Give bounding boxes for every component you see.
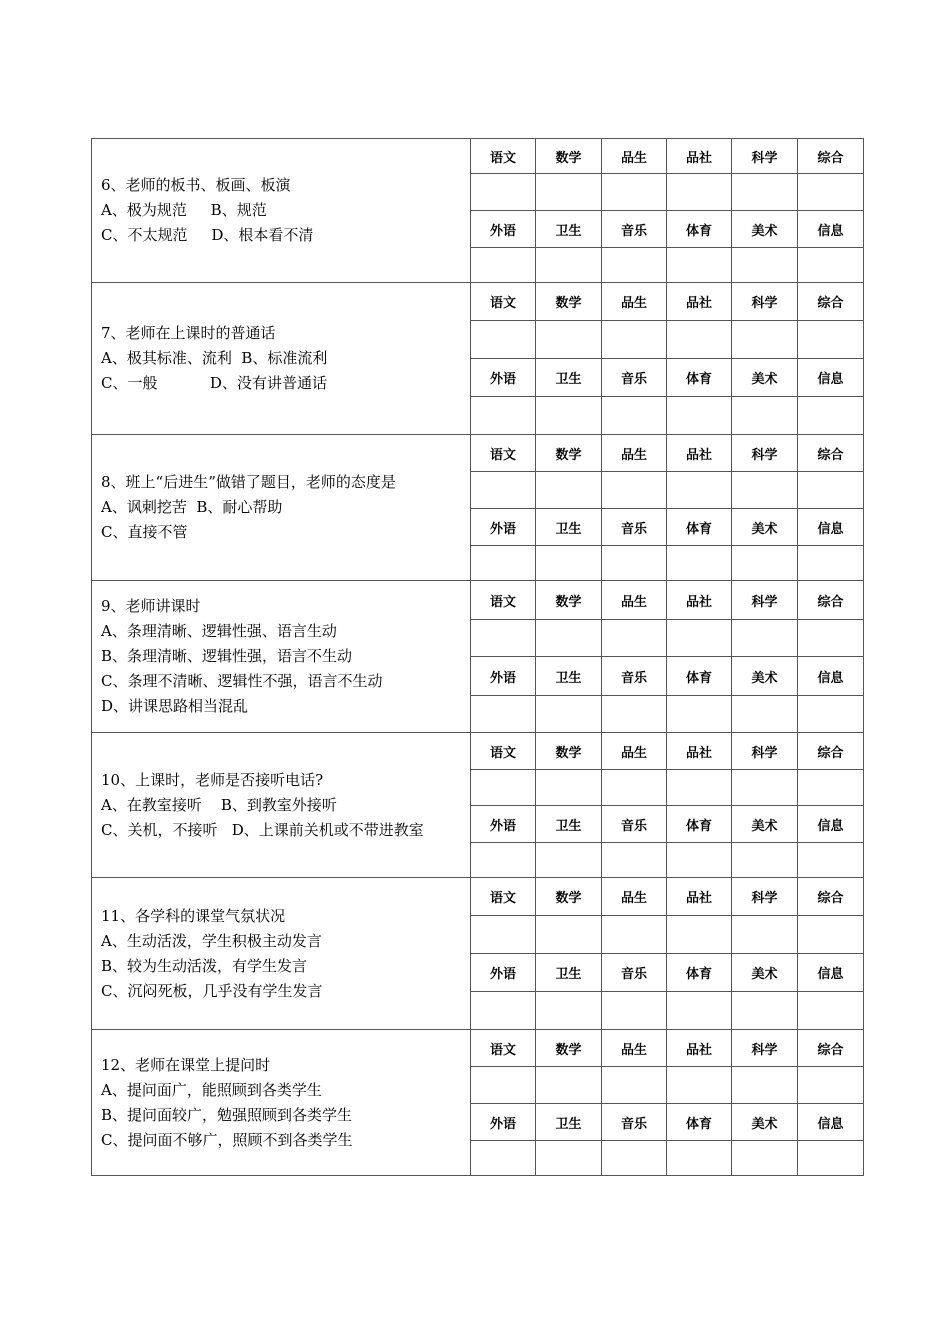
- subject-header: 数学: [536, 435, 602, 472]
- subject-header: 体育: [667, 954, 732, 992]
- subject-header: 卫生: [536, 211, 602, 248]
- answer-cell[interactable]: [602, 248, 667, 283]
- subject-header: 信息: [798, 211, 864, 248]
- subject-header: 音乐: [602, 657, 667, 696]
- question-option: A、条理清晰、逻辑性强、语言生动: [101, 622, 337, 640]
- table-row: [92, 733, 864, 770]
- subject-header: 外语: [471, 1104, 536, 1141]
- question-option: D、讲课思路相当混乱: [101, 697, 249, 715]
- subject-header: 品社: [667, 581, 732, 620]
- subject-header: 综合: [798, 878, 864, 916]
- question-title: 12、老师在课堂上提问时: [101, 1055, 271, 1074]
- answer-cell[interactable]: [536, 620, 602, 657]
- subject-header: 品生: [602, 283, 667, 321]
- answer-cell[interactable]: [536, 1067, 602, 1104]
- answer-cell[interactable]: [602, 174, 667, 211]
- answer-cell[interactable]: [536, 916, 602, 954]
- subject-header: 信息: [798, 657, 864, 696]
- answer-cell[interactable]: [536, 174, 602, 211]
- answer-cell[interactable]: [602, 916, 667, 954]
- answer-cell[interactable]: [798, 992, 864, 1030]
- answer-cell[interactable]: [471, 248, 536, 283]
- answer-cell[interactable]: [602, 620, 667, 657]
- subject-header: 卫生: [536, 1104, 602, 1141]
- subject-header: 卫生: [536, 509, 602, 546]
- question-title: 10、上课时，老师是否接听电话?: [101, 770, 324, 789]
- subject-header: 数学: [536, 283, 602, 321]
- answer-cell[interactable]: [471, 696, 536, 733]
- question-title: 8、班上“后进生”做错了题目，老师的态度是: [101, 473, 396, 491]
- subject-header: 美术: [732, 954, 798, 992]
- answer-cell[interactable]: [667, 1141, 732, 1176]
- answer-cell[interactable]: [798, 620, 864, 657]
- question-cell: [92, 1030, 471, 1176]
- answer-cell[interactable]: [536, 696, 602, 733]
- table-row: [92, 283, 864, 321]
- question-option: C、直接不管: [101, 523, 188, 541]
- subject-header: 体育: [667, 509, 732, 546]
- subject-header: 外语: [471, 359, 536, 397]
- question-title: 7、老师在上课时的普通话: [101, 324, 276, 342]
- subject-header: 品社: [667, 139, 732, 174]
- subject-header: 综合: [798, 1030, 864, 1067]
- subject-header: 外语: [471, 954, 536, 992]
- answer-cell[interactable]: [667, 992, 732, 1030]
- subject-header: 综合: [798, 581, 864, 620]
- answer-cell[interactable]: [536, 843, 602, 878]
- answer-cell[interactable]: [471, 1141, 536, 1176]
- subject-header: 综合: [798, 733, 864, 770]
- subject-header: 外语: [471, 806, 536, 843]
- question-option: B、较为生动活泼，有学生发言: [101, 956, 308, 975]
- subject-header: 语文: [471, 878, 536, 916]
- answer-cell[interactable]: [602, 770, 667, 806]
- subject-header: 体育: [667, 806, 732, 843]
- answer-cell[interactable]: [471, 770, 536, 806]
- question-title: 9、老师讲课时: [101, 597, 201, 615]
- answer-cell[interactable]: [602, 1067, 667, 1104]
- answer-cell[interactable]: [471, 397, 536, 435]
- subject-header: 美术: [732, 1104, 798, 1141]
- subject-header: 品生: [602, 733, 667, 770]
- subject-header: 品生: [602, 581, 667, 620]
- subject-header: 语文: [471, 283, 536, 321]
- survey-table: [91, 138, 864, 1176]
- answer-cell[interactable]: [471, 472, 536, 509]
- answer-cell[interactable]: [732, 1067, 798, 1104]
- answer-cell[interactable]: [536, 248, 602, 283]
- table-row: [92, 878, 864, 916]
- answer-cell[interactable]: [798, 916, 864, 954]
- subject-header: 美术: [732, 359, 798, 397]
- question-option: B、条理清晰、逻辑性强，语言不生动: [101, 647, 353, 665]
- subject-header: 品生: [602, 139, 667, 174]
- question-option: A、在教室接听 B、到教室外接听: [101, 795, 337, 814]
- subject-header: 品社: [667, 435, 732, 472]
- subject-header: 体育: [667, 359, 732, 397]
- subject-header: 语文: [471, 139, 536, 174]
- subject-header: 科学: [732, 139, 798, 174]
- answer-cell[interactable]: [471, 916, 536, 954]
- subject-header: 综合: [798, 435, 864, 472]
- subject-header: 音乐: [602, 806, 667, 843]
- answer-cell[interactable]: [667, 620, 732, 657]
- subject-header: 科学: [732, 733, 798, 770]
- subject-header: 音乐: [602, 954, 667, 992]
- answer-cell[interactable]: [536, 770, 602, 806]
- question-cell: [92, 435, 471, 581]
- subject-header: 语文: [471, 435, 536, 472]
- answer-cell[interactable]: [602, 321, 667, 359]
- subject-header: 数学: [536, 1030, 602, 1067]
- answer-cell[interactable]: [798, 696, 864, 733]
- subject-header: 体育: [667, 211, 732, 248]
- subject-header: 数学: [536, 878, 602, 916]
- answer-cell[interactable]: [471, 546, 536, 581]
- answer-cell[interactable]: [798, 248, 864, 283]
- answer-cell[interactable]: [536, 1141, 602, 1176]
- subject-header: 科学: [732, 878, 798, 916]
- question-cell: [92, 139, 471, 283]
- subject-header: 体育: [667, 657, 732, 696]
- subject-header: 数学: [536, 139, 602, 174]
- answer-cell[interactable]: [732, 397, 798, 435]
- subject-header: 信息: [798, 1104, 864, 1141]
- subject-header: 品社: [667, 878, 732, 916]
- subject-header: 品社: [667, 1030, 732, 1067]
- answer-cell[interactable]: [471, 321, 536, 359]
- subject-header: 美术: [732, 806, 798, 843]
- answer-cell[interactable]: [602, 546, 667, 581]
- answer-cell[interactable]: [602, 397, 667, 435]
- subject-header: 外语: [471, 657, 536, 696]
- answer-cell[interactable]: [667, 770, 732, 806]
- table-row: [92, 139, 864, 174]
- answer-cell[interactable]: [667, 1067, 732, 1104]
- answer-cell[interactable]: [798, 174, 864, 211]
- answer-cell[interactable]: [667, 546, 732, 581]
- answer-cell[interactable]: [471, 174, 536, 211]
- answer-cell[interactable]: [536, 546, 602, 581]
- answer-cell[interactable]: [667, 843, 732, 878]
- answer-cell[interactable]: [732, 1141, 798, 1176]
- answer-cell[interactable]: [471, 620, 536, 657]
- question-cell: [92, 878, 471, 1030]
- survey-body: [92, 139, 864, 1176]
- subject-header: 外语: [471, 211, 536, 248]
- answer-cell[interactable]: [732, 696, 798, 733]
- subject-header: 音乐: [602, 359, 667, 397]
- subject-header: 信息: [798, 359, 864, 397]
- answer-cell[interactable]: [732, 916, 798, 954]
- answer-cell[interactable]: [732, 546, 798, 581]
- answer-cell[interactable]: [471, 992, 536, 1030]
- answer-cell[interactable]: [667, 696, 732, 733]
- question-cell: [92, 581, 471, 733]
- answer-cell[interactable]: [798, 843, 864, 878]
- subject-header: 卫生: [536, 657, 602, 696]
- subject-header: 数学: [536, 581, 602, 620]
- table-row: [92, 581, 864, 620]
- subject-header: 综合: [798, 283, 864, 321]
- answer-cell[interactable]: [667, 248, 732, 283]
- subject-header: 卫生: [536, 954, 602, 992]
- answer-cell[interactable]: [536, 321, 602, 359]
- question-option: A、生动活泼，学生积极主动发言: [101, 931, 322, 950]
- answer-cell[interactable]: [536, 992, 602, 1030]
- question-option: A、极为规范 B、规范: [101, 201, 267, 219]
- question-option: C、不太规范 D、根本看不清: [101, 226, 314, 244]
- subject-header: 语文: [471, 733, 536, 770]
- answer-cell[interactable]: [602, 1141, 667, 1176]
- answer-cell[interactable]: [602, 472, 667, 509]
- answer-cell[interactable]: [732, 992, 798, 1030]
- subject-header: 科学: [732, 435, 798, 472]
- subject-header: 外语: [471, 509, 536, 546]
- subject-header: 科学: [732, 283, 798, 321]
- subject-header: 信息: [798, 806, 864, 843]
- answer-cell[interactable]: [667, 472, 732, 509]
- subject-header: 音乐: [602, 1104, 667, 1141]
- subject-header: 卫生: [536, 359, 602, 397]
- answer-cell[interactable]: [602, 696, 667, 733]
- subject-header: 信息: [798, 954, 864, 992]
- answer-cell[interactable]: [471, 843, 536, 878]
- subject-header: 卫生: [536, 806, 602, 843]
- answer-cell[interactable]: [798, 1141, 864, 1176]
- subject-header: 音乐: [602, 509, 667, 546]
- question-option: C、沉闷死板，几乎没有学生发言: [101, 981, 323, 1000]
- subject-header: 语文: [471, 581, 536, 620]
- answer-cell[interactable]: [798, 1067, 864, 1104]
- question-option: C、一般 D、没有讲普通话: [101, 374, 327, 392]
- answer-cell[interactable]: [602, 843, 667, 878]
- answer-cell[interactable]: [667, 321, 732, 359]
- answer-cell[interactable]: [667, 174, 732, 211]
- question-option: B、提问面较广，勉强照顾到各类学生: [101, 1105, 353, 1124]
- subject-header: 音乐: [602, 211, 667, 248]
- answer-cell[interactable]: [732, 843, 798, 878]
- subject-header: 美术: [732, 657, 798, 696]
- question-title: 6、老师的板书、板画、板演: [101, 176, 291, 194]
- subject-header: 综合: [798, 139, 864, 174]
- answer-cell[interactable]: [798, 397, 864, 435]
- answer-cell[interactable]: [798, 472, 864, 509]
- answer-cell[interactable]: [667, 916, 732, 954]
- question-cell: [92, 733, 471, 878]
- subject-header: 美术: [732, 509, 798, 546]
- answer-cell[interactable]: [536, 397, 602, 435]
- subject-header: 美术: [732, 211, 798, 248]
- answer-cell[interactable]: [732, 321, 798, 359]
- question-option: C、条理不清晰、逻辑性不强，语言不生动: [101, 672, 383, 690]
- question-option: A、提问面广，能照顾到各类学生: [101, 1080, 322, 1099]
- answer-cell[interactable]: [798, 546, 864, 581]
- subject-header: 品生: [602, 435, 667, 472]
- answer-cell[interactable]: [732, 248, 798, 283]
- subject-header: 品生: [602, 878, 667, 916]
- answer-cell[interactable]: [798, 321, 864, 359]
- subject-header: 科学: [732, 581, 798, 620]
- answer-cell[interactable]: [536, 472, 602, 509]
- answer-cell[interactable]: [732, 620, 798, 657]
- answer-cell[interactable]: [798, 770, 864, 806]
- table-row: [92, 435, 864, 472]
- subject-header: 信息: [798, 509, 864, 546]
- answer-cell[interactable]: [732, 770, 798, 806]
- question-option: A、讽刺挖苦 B、耐心帮助: [101, 498, 283, 516]
- question-title: 11、各学科的课堂气氛状况: [101, 906, 286, 925]
- table-row: [92, 1030, 864, 1067]
- answer-cell[interactable]: [667, 397, 732, 435]
- subject-header: 品社: [667, 283, 732, 321]
- subject-header: 品生: [602, 1030, 667, 1067]
- answer-cell[interactable]: [732, 174, 798, 211]
- question-cell: [92, 283, 471, 435]
- question-option: C、关机，不接听 D、上课前关机或不带进教室: [101, 820, 424, 839]
- subject-header: 体育: [667, 1104, 732, 1141]
- answer-cell[interactable]: [602, 992, 667, 1030]
- question-option: C、提问面不够广，照顾不到各类学生: [101, 1130, 353, 1149]
- subject-header: 语文: [471, 1030, 536, 1067]
- question-option: A、极其标准、流利 B、标准流利: [101, 349, 328, 367]
- subject-header: 品社: [667, 733, 732, 770]
- subject-header: 数学: [536, 733, 602, 770]
- subject-header: 科学: [732, 1030, 798, 1067]
- answer-cell[interactable]: [471, 1067, 536, 1104]
- answer-cell[interactable]: [732, 472, 798, 509]
